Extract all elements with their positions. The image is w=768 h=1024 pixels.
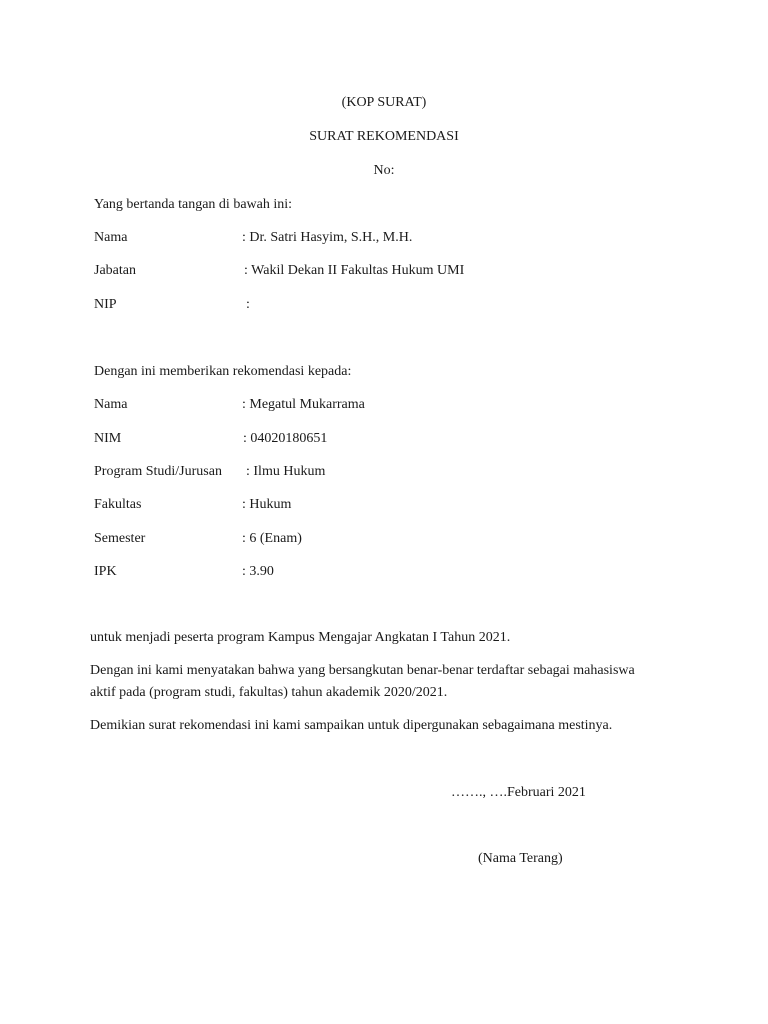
letterhead-placeholder: (KOP SURAT)	[341, 95, 427, 110]
recipient-gpa-label: IPK	[94, 564, 117, 579]
recipient-nim-label: NIM	[94, 431, 122, 446]
recipient-semester-label: Semester	[94, 531, 146, 546]
signer-intro: Yang bertanda tangan di bawah ini:	[94, 197, 293, 212]
recipient-program-value: : Ilmu Hukum	[246, 464, 326, 479]
signer-position-label: Jabatan	[94, 263, 136, 278]
signer-nip-label: NIP	[94, 297, 117, 312]
recipient-name-value: : Megatul Mukarrama	[242, 397, 365, 412]
signer-nip-value: :	[246, 297, 250, 312]
recipient-faculty-label: Fakultas	[94, 497, 142, 512]
signer-position-value: : Wakil Dekan II Fakultas Hukum UMI	[244, 263, 465, 278]
recipient-intro: Dengan ini memberikan rekomendasi kepada:	[94, 364, 352, 379]
date-line: ……., ….Februari 2021	[451, 785, 586, 800]
recipient-name-label: Nama	[94, 397, 128, 412]
recipient-nim-value: : 04020180651	[243, 431, 328, 446]
recipient-semester-value: : 6 (Enam)	[242, 531, 302, 546]
purpose-paragraph: untuk menjadi peserta program Kampus Mengajar Angkatan I Tahun 2021.	[90, 630, 511, 645]
recipient-program-label: Program Studi/Jurusan	[94, 464, 222, 479]
signer-name-value: : Dr. Satri Hasyim, S.H., M.H.	[242, 230, 413, 245]
recipient-faculty-value: : Hukum	[242, 497, 292, 512]
letter-title: SURAT REKOMENDASI	[309, 129, 459, 144]
letter-number: No:	[373, 163, 395, 178]
statement-line-2: aktif pada (program studi, fakultas) tahun akademik 2020/2021.	[90, 685, 448, 700]
recipient-gpa-value: : 3.90	[242, 564, 274, 579]
signature-name: (Nama Terang)	[478, 851, 563, 866]
statement-line-1: Dengan ini kami menyatakan bahwa yang bersangkutan benar-benar terdaftar sebagai mahasiswa	[90, 663, 635, 678]
signer-name-label: Nama	[94, 230, 128, 245]
closing-paragraph: Demikian surat rekomendasi ini kami sampaikan untuk dipergunakan sebagaimana mestinya.	[90, 718, 613, 733]
